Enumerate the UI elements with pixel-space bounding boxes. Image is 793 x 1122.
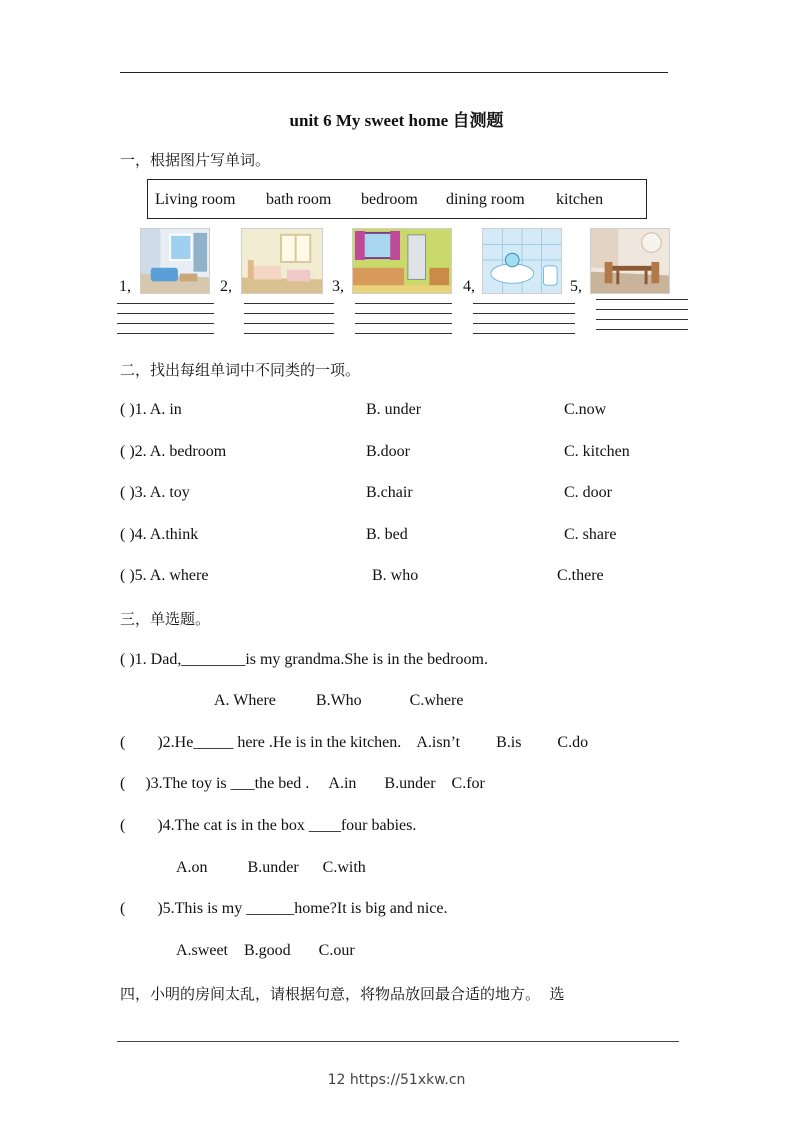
section-4-heading: 四，小明的房间太乱，请根据句意，将物品放回最合适的地方。 选: [120, 985, 565, 1003]
bottom-rule: [117, 1041, 679, 1042]
living-room-picture: [140, 228, 210, 294]
question-2-5-option-c: C.there: [557, 567, 604, 584]
word-bank-box: [147, 179, 647, 219]
answer-lines-2[interactable]: [244, 303, 334, 343]
question-3-4: ( )4.The cat is in the box ____four babies.: [120, 817, 417, 834]
question-2-4-option-b: B. bed: [366, 526, 408, 543]
page-footer[interactable]: 12 https://51xkw.cn: [327, 1072, 466, 1088]
question-2-2-option-c: C. kitchen: [564, 443, 630, 460]
bedroom-picture: [241, 228, 323, 294]
question-3-3: ( )3.The toy is ___the bed . A.in B.under C.for: [120, 775, 485, 792]
question-2-2-prefix: ( )2. A. bedroom: [120, 443, 227, 460]
question-3-5: ( )5.This is my ______home?It is big and nice.: [120, 900, 448, 917]
kitchen-picture: [352, 228, 452, 294]
section-3-heading: 三，单选题。: [120, 610, 211, 628]
question-2-1-prefix: ( )1. A. in: [120, 401, 182, 418]
question-2-3-option-b: B.chair: [366, 484, 413, 501]
question-2-1-option-b: B. under: [366, 401, 422, 418]
word-bank-item: Living room: [155, 191, 236, 208]
word-bank-item: dining room: [446, 191, 525, 208]
question-3-5-options: A.sweet B.good C.our: [176, 942, 355, 959]
question-2-4-option-c: C. share: [564, 526, 617, 543]
word-bank-item: bath room: [266, 191, 332, 208]
question-2-3-prefix: ( )3. A. toy: [120, 484, 190, 501]
answer-lines-4[interactable]: [473, 303, 575, 343]
question-3-1-options: A. Where B.Who C.where: [214, 692, 464, 709]
bathroom-picture: [482, 228, 562, 294]
answer-lines-3[interactable]: [355, 303, 452, 343]
picture-number-3: 3,: [332, 278, 344, 295]
question-2-4-prefix: ( )4. A.think: [120, 526, 199, 543]
section-1-heading: 一，根据图片写单词。: [120, 151, 271, 169]
question-3-2: ( )2.He_____ here .He is in the kitchen. A.isn’t B.is C.do: [120, 734, 589, 751]
page-title: unit 6 My sweet home 自测题: [289, 111, 504, 130]
dining-room-picture: [590, 228, 670, 294]
question-2-5-option-b: B. who: [372, 567, 419, 584]
picture-number-4: 4,: [463, 278, 475, 295]
picture-number-1: 1,: [119, 278, 131, 295]
answer-lines-1[interactable]: [117, 303, 214, 343]
question-2-1-option-c: C.now: [564, 401, 607, 418]
question-3-4-options: A.on B.under C.with: [176, 859, 366, 876]
section-2-heading: 二，找出每组单词中不同类的一项。: [120, 361, 361, 379]
answer-lines-5[interactable]: [596, 299, 688, 339]
top-rule: [120, 72, 668, 73]
word-bank-item: bedroom: [361, 191, 418, 208]
word-bank-item: kitchen: [556, 191, 604, 208]
picture-number-2: 2,: [220, 278, 232, 295]
question-2-2-option-b: B.door: [366, 443, 410, 460]
question-3-1: ( )1. Dad,________is my grandma.She is in the bedroom.: [120, 651, 488, 668]
question-2-5-prefix: ( )5. A. where: [120, 567, 209, 584]
picture-number-5: 5,: [570, 278, 582, 295]
question-2-3-option-c: C. door: [564, 484, 612, 501]
